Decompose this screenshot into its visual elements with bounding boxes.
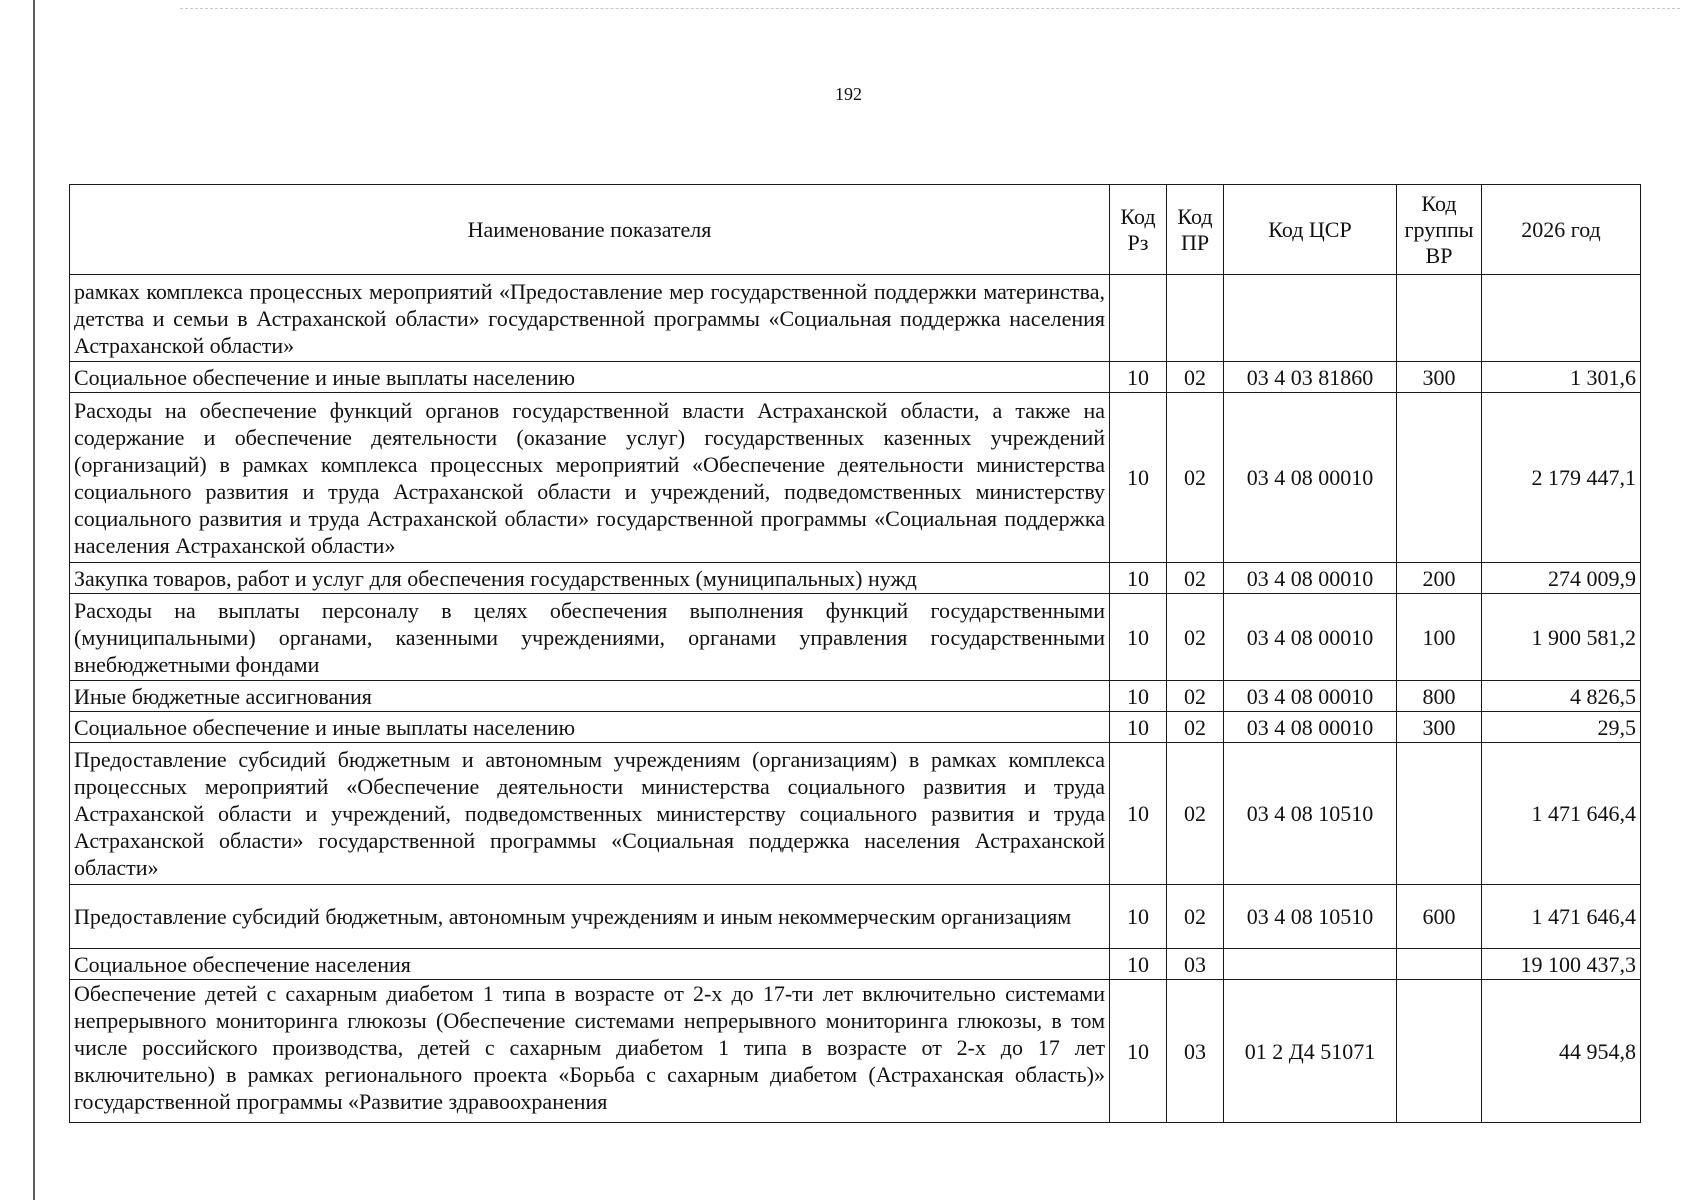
row-vr: [1397, 949, 1482, 980]
row-pr: 02: [1167, 681, 1224, 712]
row-pr: 02: [1167, 362, 1224, 393]
row-csr: 03 4 08 00010: [1224, 393, 1397, 563]
table-row: [70, 393, 1641, 563]
row-vr: 300: [1397, 712, 1482, 743]
row-csr: 03 4 08 00010: [1224, 681, 1397, 712]
table-row: [70, 885, 1641, 949]
row-pr: 02: [1167, 594, 1224, 681]
row-rz: [1110, 275, 1167, 362]
table-row: [70, 949, 1641, 980]
row-rz: 10: [1110, 681, 1167, 712]
row-csr: 01 2 Д4 51071: [1224, 980, 1397, 1123]
row-vr: [1397, 393, 1482, 563]
row-rz: 10: [1110, 362, 1167, 393]
row-vr: 600: [1397, 885, 1482, 949]
row-name: Закупка товаров, работ и услуг для обеспечения государственных (муниципальных) нужд: [70, 563, 1110, 594]
row-csr: 03 4 08 10510: [1224, 743, 1397, 885]
row-pr: 02: [1167, 712, 1224, 743]
scan-edge-top: [180, 8, 1680, 9]
row-rz: 10: [1110, 743, 1167, 885]
row-amount: 2 179 447,1: [1482, 393, 1641, 563]
row-name: Расходы на обеспечение функций органов государственной власти Астраханской области, а также на содержание и обеспечение деятельности (оказание услуг) государственных казенных учреждений (организаций) в рамках комплекса процессных мероприятий «Обеспечение деятельности министерства социального развития и труда Астраханской области и учреждений, подведомственных министерству социального развития и труда Астраханской области» государственной программы «Социальная поддержка населения Астраханской области»: [70, 393, 1110, 563]
row-amount: [1482, 275, 1641, 362]
scan-edge-left: [33, 0, 35, 1200]
table-row: [70, 275, 1641, 362]
budget-table: [69, 184, 1641, 1123]
table-row: [70, 362, 1641, 393]
table-row: [70, 681, 1641, 712]
header-rz: Код Рз: [1110, 185, 1167, 275]
table-row: [70, 743, 1641, 885]
row-amount: 4 826,5: [1482, 681, 1641, 712]
row-amount: 1 900 581,2: [1482, 594, 1641, 681]
row-pr: 02: [1167, 885, 1224, 949]
row-pr: 03: [1167, 980, 1224, 1123]
row-vr: 200: [1397, 563, 1482, 594]
row-name: Предоставление субсидий бюджетным, автономным учреждениям и иным некоммерческим организациям: [70, 885, 1110, 949]
row-rz: 10: [1110, 980, 1167, 1123]
header-pr: Код ПР: [1167, 185, 1224, 275]
row-pr: 02: [1167, 743, 1224, 885]
table-row: [70, 563, 1641, 594]
header-csr: Код ЦСР: [1224, 185, 1397, 275]
row-amount: 19 100 437,3: [1482, 949, 1641, 980]
row-vr: 100: [1397, 594, 1482, 681]
table-header-row: [70, 185, 1641, 275]
row-vr: 800: [1397, 681, 1482, 712]
row-rz: 10: [1110, 885, 1167, 949]
row-rz: 10: [1110, 949, 1167, 980]
row-pr: 02: [1167, 563, 1224, 594]
row-pr: 02: [1167, 393, 1224, 563]
row-name: Расходы на выплаты персоналу в целях обеспечения выполнения функций государственными (муниципальными) органами, казенными учреждениями, органами управления государственными внебюджетными фондами: [70, 594, 1110, 681]
row-csr: 03 4 08 00010: [1224, 712, 1397, 743]
row-rz: 10: [1110, 393, 1167, 563]
page-number: 192: [835, 84, 862, 104]
row-amount: 274 009,9: [1482, 563, 1641, 594]
row-csr: 03 4 03 81860: [1224, 362, 1397, 393]
row-csr: [1224, 949, 1397, 980]
row-csr: 03 4 08 00010: [1224, 594, 1397, 681]
header-year: 2026 год: [1482, 185, 1641, 275]
table-row: [70, 712, 1641, 743]
row-rz: 10: [1110, 563, 1167, 594]
row-pr: 03: [1167, 949, 1224, 980]
row-name: Обеспечение детей с сахарным диабетом 1 типа в возрасте от 2-х до 17-ти лет включительно системами непрерывного мониторинга глюкозы (Обеспечение системами непрерывного мониторинга глюкозы, в том числе российского производства, детей с сахарным диабетом 1 типа в возрасте от 2-х до 17 лет включительно) в рамках регионального проекта «Борьба с сахарным диабетом (Астраханская область)» государственной программы «Развитие здравоохранения: [74, 981, 1105, 1114]
row-name: Иные бюджетные ассигнования: [70, 681, 1110, 712]
row-amount: 44 954,8: [1482, 980, 1641, 1123]
row-csr: 03 4 08 10510: [1224, 885, 1397, 949]
row-vr: 300: [1397, 362, 1482, 393]
row-name: Предоставление субсидий бюджетным и автономным учреждениям (организациям) в рамках комплекса процессных мероприятий «Обеспечение деятельности министерства социального развития и труда Астраханской области и учреждений, подведомственных министерству социального развития и труда Астраханской области» государственной программы «Социальная поддержка населения Астраханской области»: [70, 743, 1110, 885]
row-amount: 29,5: [1482, 712, 1641, 743]
row-rz: 10: [1110, 594, 1167, 681]
row-name-cell: [70, 980, 1110, 1123]
row-vr: [1397, 743, 1482, 885]
row-name: Социальное обеспечение населения: [70, 949, 1110, 980]
row-amount: 1 471 646,4: [1482, 885, 1641, 949]
row-name: рамках комплекса процессных мероприятий «Предоставление мер государственной поддержки материнства, детства и семьи в Астраханской области» государственной программы «Социальная поддержка населения Астраханской области»: [70, 275, 1110, 362]
row-name: Социальное обеспечение и иные выплаты населению: [70, 712, 1110, 743]
row-vr: [1397, 980, 1482, 1123]
header-vr: Код группы ВР: [1397, 185, 1482, 275]
table-row: [70, 594, 1641, 681]
row-csr: 03 4 08 00010: [1224, 563, 1397, 594]
row-rz: 10: [1110, 712, 1167, 743]
row-amount: 1 301,6: [1482, 362, 1641, 393]
row-vr: [1397, 275, 1482, 362]
row-amount: 1 471 646,4: [1482, 743, 1641, 885]
row-csr: [1224, 275, 1397, 362]
header-name: Наименование показателя: [70, 185, 1110, 275]
row-name: Социальное обеспечение и иные выплаты населению: [70, 362, 1110, 393]
row-pr: [1167, 275, 1224, 362]
table-row: [70, 980, 1641, 1123]
